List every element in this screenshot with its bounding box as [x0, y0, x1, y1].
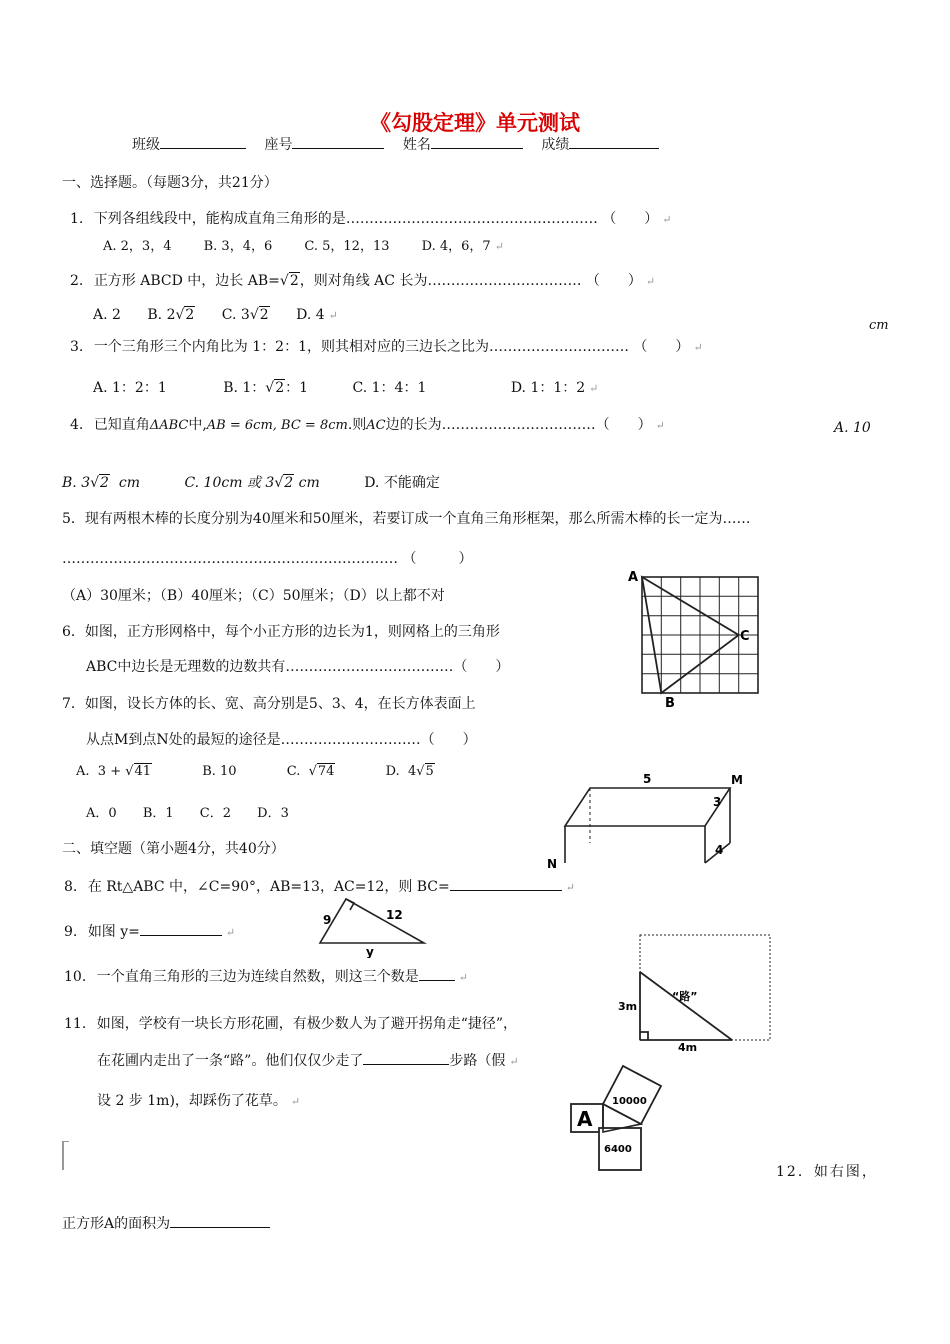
q2-stem: 2. 正方形 ABCD 中，边长 AB=√2，则对角线 AC 长为…………………………… （ ） ↵	[70, 273, 656, 289]
q9-num: 9.	[64, 924, 78, 940]
q3-text: 一个三角形三个内角比为 1：2：1，则其相对应的三边长之比为	[93, 339, 489, 355]
q11-line3: 设 2 步 1m)，却踩伤了花草。 ↵	[97, 1093, 301, 1109]
q4-opt-d[interactable]: D. 不能确定	[364, 475, 440, 491]
q7-opt-d[interactable]: D. 4√5	[385, 764, 434, 779]
q2-options: A. 2 B. 2√2 C. 3√2 D. 4 ↵	[93, 307, 338, 323]
text-cursor	[62, 1141, 69, 1170]
q4-text-b: 中,	[188, 417, 207, 433]
q2-opt-b[interactable]: B. 2√2	[147, 307, 195, 323]
q4-cond: AB = 6cm, BC = 8cm	[206, 418, 348, 433]
box-label-4: 4	[715, 843, 724, 857]
q11-line1	[64, 1013, 517, 1033]
q2-num: 2.	[70, 273, 84, 289]
q2-rad: 2	[289, 273, 299, 289]
q8-blank[interactable]	[450, 876, 562, 891]
class-blank[interactable]	[160, 134, 246, 149]
q1-text: 下列各组线段中，能构成直角三角形的是	[93, 211, 346, 227]
q7-line1: 7．如图，设长方体的长、宽、高分别是5、3、4，在长方体表面上	[62, 696, 476, 712]
q11-text2a: 在花圃内走出了一条“路”。他们仅仅少走了	[97, 1053, 364, 1069]
q4-text-d: 边的长为	[385, 417, 442, 433]
q1-opt-b[interactable]: B. 3，4，6	[203, 239, 273, 254]
q4-tri: ΔABC	[149, 418, 189, 433]
q4-opt-c[interactable]: C. 10cm 或 3√2 cm	[184, 475, 320, 491]
q4-stem: 4. 已知直角ΔABC中,AB = 6cm, BC = 8cm.则AC边的长为……………………………（ ） ↵	[70, 417, 665, 433]
page-title: 《勾股定理》单元测试	[370, 111, 580, 135]
square-6400: 6400	[604, 1144, 632, 1155]
q3-stem: 3. 一个三角形三个内角比为 1：2：1，则其相对应的三边长之比为………………………… （ ） ↵	[70, 339, 703, 355]
class-label: 班级	[132, 137, 160, 153]
box-label-3: 3	[713, 795, 722, 809]
q12-blank[interactable]	[170, 1213, 270, 1228]
q10-num: 10.	[64, 969, 87, 985]
q9-stem: 9. 如图 y= ↵	[64, 921, 235, 941]
name-blank[interactable]	[431, 134, 523, 149]
q11-text2b: 步路（假	[449, 1053, 506, 1069]
grid-label-c: C	[740, 629, 750, 644]
q4-opt-b[interactable]: B. 3√2 cm	[62, 475, 140, 491]
q6-opt-d[interactable]: D．3	[257, 806, 289, 821]
q6-opt-b[interactable]: B．1	[142, 806, 174, 821]
q4-options	[62, 472, 440, 492]
q6-options	[86, 802, 289, 821]
q7-options	[76, 764, 435, 779]
q7-line2: 从点M到点N处的最短的途径是…………………………（ ）	[86, 732, 477, 748]
tri-label-y: y	[366, 945, 374, 958]
q1-options: A. 2，3，4 B. 3，4，6 C. 5，12，13 D. 4，6，7 ↵	[103, 239, 504, 254]
q9-blank[interactable]	[140, 921, 222, 936]
q8-stem: 8. 在 Rt△ABC 中，∠C=90°，AB=13，AC=12，则 BC= ↵	[64, 876, 575, 896]
q3-num: 3.	[70, 339, 84, 355]
q8-text: 在 Rt△ABC 中，∠C=90°，AB=13，AC=12，则 BC=	[87, 879, 450, 895]
score-label: 成绩	[541, 137, 570, 153]
q8-num: 8.	[64, 879, 78, 895]
q10-text: 一个直角三角形的三边为连续自然数，则这三个数是	[96, 969, 419, 985]
box-figure	[545, 768, 745, 868]
q6-opt-a[interactable]: A．0	[86, 806, 117, 821]
q10-stem: 10. 一个直角三角形的三边为连续自然数，则这三个数是 ↵	[64, 966, 468, 986]
q5-options: （A）30厘米；（B）40厘米；（C）50厘米；（D）以上都不对	[62, 588, 445, 604]
q3-options: A. 1：2：1 B. 1：√2：1 C. 1：4：1 D. 1：1：2 ↵	[93, 380, 599, 396]
seat-blank[interactable]	[292, 134, 384, 149]
squares-figure	[565, 1064, 680, 1172]
garden-figure	[612, 930, 777, 1052]
section-choice: 一、选择题。（每题3分，共21分）	[62, 175, 278, 191]
box-label-n: N	[547, 857, 558, 868]
q5-stem: 5．现有两根木棒的长度分别为40厘米和50厘米，若要订成一个直角三角形框架，那么所需木棒的长一定为……	[62, 511, 751, 527]
q6-line2: ABC中边长是无理数的边数共有………………………………（ ）	[86, 659, 510, 675]
q11-num: 11.	[64, 1016, 87, 1032]
square-10000: 10000	[612, 1096, 647, 1107]
q10-blank[interactable]	[419, 966, 455, 981]
score-blank[interactable]	[569, 134, 659, 149]
q4-text-a: 已知直角	[93, 417, 150, 433]
q11-blank[interactable]	[363, 1050, 449, 1065]
stray-unit-cm: cm	[869, 318, 889, 333]
q3-opt-d[interactable]: D. 1：1：2	[510, 380, 586, 396]
box-label-m: M	[731, 773, 743, 787]
q3-opt-b[interactable]: B. 1：√2：1	[223, 380, 309, 396]
box-label-5: 5	[643, 772, 652, 786]
q6-opt-c[interactable]: C．2	[199, 806, 231, 821]
info-header	[132, 134, 659, 154]
q1-opt-c[interactable]: C. 5，12，13	[304, 239, 390, 254]
q9-text: 如图 y=	[87, 924, 140, 940]
q7-opt-c[interactable]: C. √74	[286, 764, 335, 779]
q2-text-b: ，则对角线 AC 长为	[299, 273, 428, 289]
garden-4m: 4m	[678, 1041, 698, 1052]
grid-figure	[620, 565, 770, 710]
q3-opt-a[interactable]: A. 1：2：1	[93, 380, 167, 396]
seat-label: 座号	[264, 137, 293, 153]
q12-line1: 12．如右图，	[776, 1164, 878, 1180]
q12-line2: 正方形A的面积为	[62, 1213, 270, 1233]
grid-label-b: B	[665, 696, 675, 710]
name-label: 姓名	[402, 137, 431, 153]
q7-opt-a[interactable]: A. 3 + √41	[76, 764, 152, 779]
tri-label-12: 12	[386, 908, 403, 922]
q11-text1: 如图，学校有一块长方形花圃，有极少数人为了避开拐角走“捷径”，	[96, 1016, 518, 1032]
section-fill: 二、填空题（第小题4分，共40分）	[62, 841, 285, 857]
q11-line2: 在花圃内走出了一条“路”。他们仅仅少走了 步路（假 ↵	[97, 1050, 519, 1070]
q3-opt-c[interactable]: C. 1：4：1	[352, 380, 427, 396]
q1-stem: 1. 下列各组线段中，能构成直角三角形的是……………………………………………… （ ） ↵	[70, 211, 672, 227]
grid-label-a: A	[628, 570, 639, 585]
q2-text-a: 正方形 ABCD 中，边长 AB=	[93, 273, 280, 289]
q1-opt-d[interactable]: D. 4，6，7	[421, 239, 491, 254]
q1-opt-a[interactable]: A. 2，3，4	[103, 239, 172, 254]
q2-opt-a[interactable]: A. 2	[93, 307, 121, 323]
tri-label-9: 9	[323, 913, 332, 927]
q6-line1: 6．如图，正方形网格中，每个小正方形的边长为1，则网格上的三角形	[62, 624, 500, 640]
q7-opt-b[interactable]: B. 10	[202, 764, 237, 779]
garden-road: “路”	[672, 990, 698, 1003]
q4-num: 4.	[70, 417, 84, 433]
garden-3m: 3m	[618, 1000, 638, 1013]
q2-opt-d[interactable]: D. 4	[296, 307, 325, 323]
q1-num: 1.	[70, 211, 84, 227]
square-a: A	[577, 1107, 593, 1131]
q2-opt-c[interactable]: C. 3√2	[221, 307, 269, 323]
q5-dots: ……………………………………………………………… （ ）	[62, 551, 473, 567]
triangle-figure	[312, 893, 432, 958]
q4-opt-a[interactable]: A. 10	[834, 420, 871, 436]
